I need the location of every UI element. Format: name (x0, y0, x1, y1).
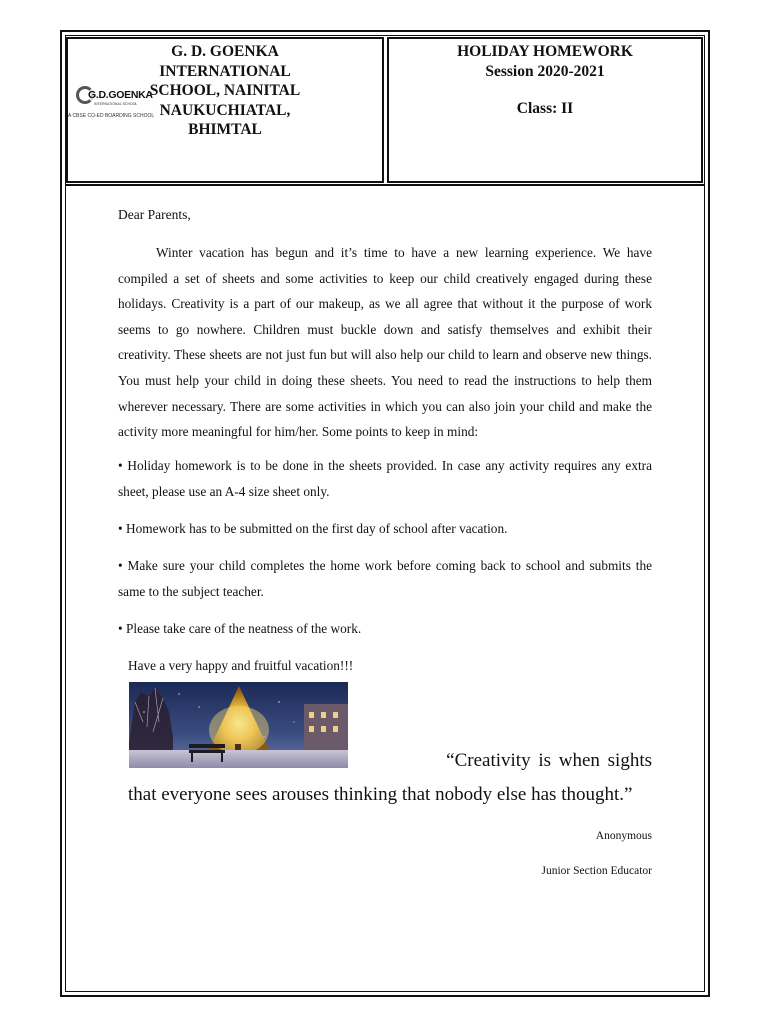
logo-tagline: A CBSE CO-ED BOARDING SCHOOL (68, 113, 155, 119)
logo-subtitle: INTERNATIONAL SCHOOL (94, 102, 138, 106)
salutation: Dear Parents, (118, 207, 191, 222)
quote-author: Anonymous (595, 830, 652, 842)
instruction-point: • Please take care of the neatness of the work. (118, 621, 362, 636)
signature: Junior Section Educator (541, 865, 652, 877)
closing-wish: Have a very happy and fruitful vacation!!! (128, 658, 354, 673)
school-name-line: SCHOOL, NAINITAL (149, 82, 301, 99)
instruction-point: • Holiday homework is to be done in the sheets provided. In case any activity requires any extra sheet, please use an A-4 size sheet only. (118, 458, 652, 499)
session-label: Session 2020-2021 (485, 62, 605, 80)
school-name (140, 42, 310, 140)
quote-line-1: “Creativity is when sights (446, 750, 652, 771)
instruction-point: • Make sure your child completes the home work before coming back to school and submits the same to the subject teacher. (118, 558, 652, 599)
class-label: Class: II (516, 100, 574, 117)
winter-scene-image (129, 682, 348, 768)
homework-heading (390, 42, 700, 81)
school-logo (68, 82, 155, 126)
school-name-line: BHIMTAL (188, 121, 262, 138)
logo-brand: G.D.GOENKA (88, 89, 153, 101)
school-name-line: NAUKUCHIATAL, (159, 101, 291, 119)
school-name-line: G. D. GOENKA (171, 43, 279, 60)
header-divider (66, 184, 704, 186)
quote-line-2: that everyone sees arouses thinking that nobody else has thought.” (128, 784, 633, 805)
homework-title: HOLIDAY HOMEWORK (457, 43, 633, 60)
instruction-point: • Homework has to be submitted on the first day of school after vacation. (118, 521, 508, 536)
school-name-line: INTERNATIONAL (159, 62, 291, 80)
intro-paragraph: Winter vacation has begun and it’s time to have a new learning experience. We have compiled a set of sheets and some activities to keep our child creatively engaged during these holidays. Creativity is a part of our makeup, as we all agree that without it the purpose of work seems to go nowhere. Children must buckle down and satisfy themselves and exhibit their creativity. These sheets are not just fun but will also help our child to learn and observe new things. You must help your child in doing these sheets. You need to read the instructions to help them wherever necessary. There are some activities in which you can also join your child and make the activity more meaningful for him/her. Some points to keep in mind: (118, 245, 652, 440)
